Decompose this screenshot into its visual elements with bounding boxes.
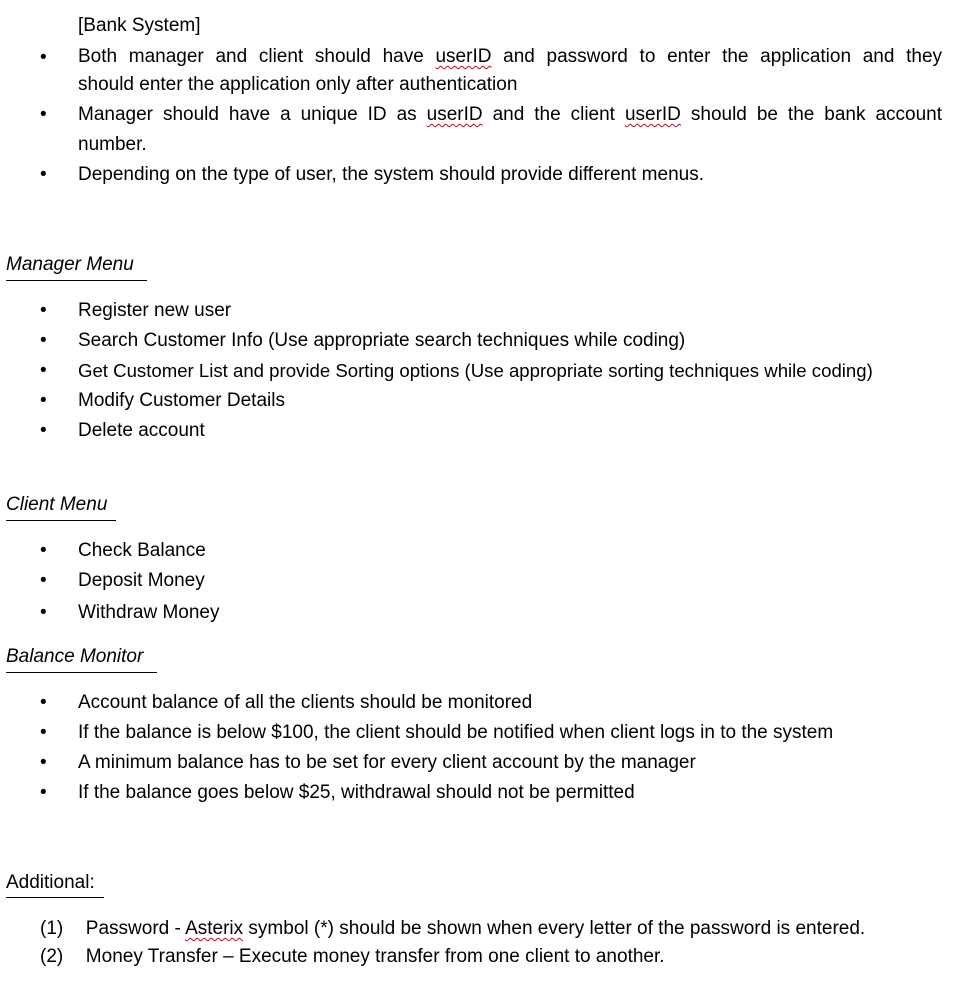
section-title: [Bank System] [78, 15, 201, 36]
intro-bullet-2: Manager should have a unique ID as userID and the client userID should be the bank account [78, 104, 943, 125]
bullet-icon: • [40, 300, 47, 321]
bullet-icon: • [40, 722, 47, 743]
bullet-icon: • [40, 360, 47, 381]
spellcheck-word: Asterix [185, 918, 244, 939]
numbered-item-2: (2) Money Transfer – Execute money transfer from one client to another. [40, 946, 665, 967]
item-number: (1) [40, 918, 64, 939]
bullet-icon: • [40, 420, 47, 441]
list-item: Delete account [78, 420, 205, 441]
bullet-icon: • [40, 782, 47, 803]
list-item: Withdraw Money [78, 602, 220, 623]
intro-bullet-3: Depending on the type of user, the system should provide different menus. [78, 164, 704, 185]
item-number: (2) [40, 946, 64, 967]
manager-menu-heading: Manager Menu [6, 254, 134, 275]
bullet-icon: • [40, 692, 47, 713]
manager-menu-underline [6, 280, 147, 281]
additional-underline [6, 897, 104, 898]
list-item: A minimum balance has to be set for every client account by the manager [78, 752, 696, 773]
bullet-icon: • [40, 330, 47, 351]
bullet-icon: • [40, 540, 47, 561]
list-item: If the balance is below $100, the client should be notified when client logs in to the system [78, 722, 834, 743]
list-item: Modify Customer Details [78, 390, 285, 411]
balance-monitor-underline [6, 672, 157, 673]
bullet-icon: • [40, 390, 47, 411]
bullet-icon: • [40, 602, 47, 623]
list-item: If the balance goes below $25, withdrawal should not be permitted [78, 782, 635, 803]
client-menu-heading: Client Menu [6, 494, 108, 515]
bullet-icon: • [40, 164, 47, 185]
bullet-icon: • [40, 104, 47, 125]
list-item: Register new user [78, 300, 232, 321]
spellcheck-word: userID [624, 104, 681, 125]
list-item: Get Customer List and provide Sorting options (Use appropriate sorting techniques while coding) [78, 360, 873, 381]
intro-bullet-1: Both manager and client should have userID and password to enter the application and they [78, 46, 943, 67]
list-item: Deposit Money [78, 570, 205, 591]
list-item: Account balance of all the clients should be monitored [78, 692, 533, 713]
intro-bullet-1-continued: should enter the application only after authentication [78, 74, 518, 95]
bullet-icon: • [40, 752, 47, 773]
list-item: Check Balance [78, 540, 206, 561]
numbered-item-1: (1) Password - Asterix symbol (*) should be shown when every letter of the password is entered. [40, 918, 866, 939]
bullet-icon: • [40, 47, 47, 68]
spellcheck-word: userID [426, 104, 483, 125]
list-item: Search Customer Info (Use appropriate search techniques while coding) [78, 330, 686, 351]
bullet-icon: • [40, 570, 47, 591]
additional-heading: Additional: [6, 872, 95, 893]
client-menu-underline [6, 520, 116, 521]
intro-bullet-2-continued: number. [78, 134, 147, 155]
spellcheck-word: userID [435, 46, 492, 67]
balance-monitor-heading: Balance Monitor [6, 646, 144, 667]
